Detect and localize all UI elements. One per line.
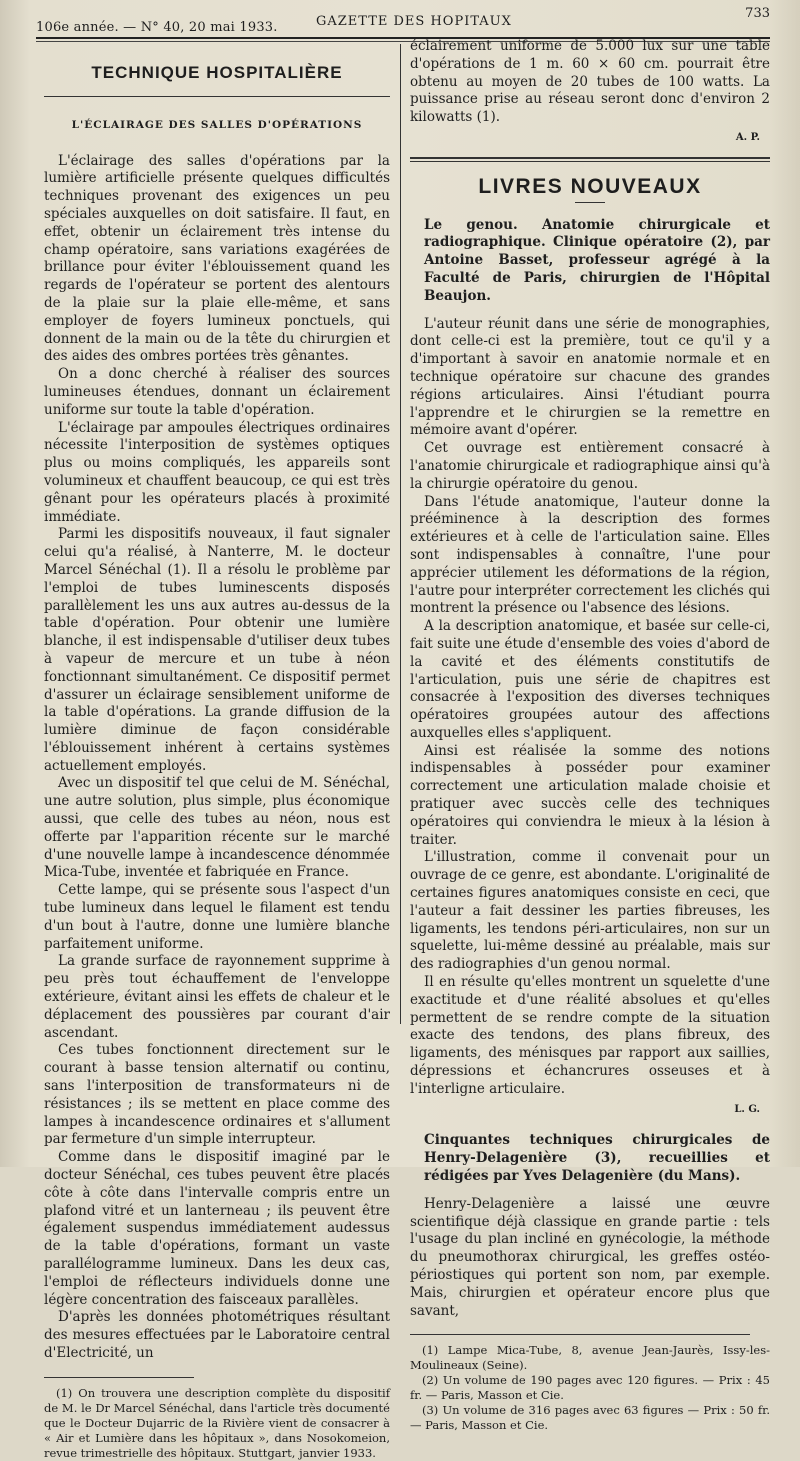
section-rule bbox=[44, 96, 390, 97]
paragraph: On a donc cherché à réaliser des sources lumineuses étendues, donnant un éclairement uniforme sur toute la table d'opération. bbox=[44, 366, 390, 418]
paragraph: L'éclairage par ampoules électriques ordinaires nécessite l'interposition de systèmes optiques plus ou moins compliqués, les appareils sont volumineux et chauffent beaucoup, ce qui est très gênant pour les opérateurs placés à proximité immédiate. bbox=[44, 419, 390, 525]
section-rule bbox=[410, 157, 770, 162]
footnotes bbox=[44, 1386, 390, 1461]
paragraph: Cet ouvrage est entièrement consacré à l'anatomie chirurgicale et radiographique ainsi qu'à la chirurgie opératoire du genou. bbox=[410, 440, 770, 492]
section-title: TECHNIQUE HOSPITALIÈRE bbox=[91, 63, 343, 82]
paragraph: La grande surface de rayonnement supprime à peu près tout échauffement de l'enveloppe extérieure, évitant ainsi les effets de chaleur et le déplacement des poussières par courant d'air ascendant. bbox=[44, 953, 390, 1041]
author-signature: A. P. bbox=[735, 131, 760, 143]
paragraph: Il en résulte qu'elles montrent un squelette d'une exactitude et d'une réalité absolues et qu'elles permettent de se rendre compte de la situation exacte des tendons, des plans fibreux, des ligaments, des ménisques par rapport aux saillies, dépressions et échancrures osseuses et à l'interligne articulaire. bbox=[410, 974, 770, 1097]
paragraph: L'auteur réunit dans une série de monographies, dont celle-ci est la première, tout ce qu'il y a d'important à savoir en anatomie normale et en technique opératoire sur chacune des grandes régions articulaires. Ainsi l'étudiant pourra l'apprendre et le chirurgien se la remettre en mémoire avant d'opérer. bbox=[410, 315, 770, 439]
paragraph: Parmi les dispositifs nouveaux, il faut signaler celui qu'a réalisé, à Nanterre, M. le docteur Marcel Sénéchal (1). Il a résolu le problème par l'emploi de tubes luminescents disposés parallèlement les uns aux autres au-dessus de la table d'opération. Pour obtenir une lumière blanche, il est indispensable d'utiliser deux tubes à vapeur de mercure et un tube à néon fonctionnant simultanément. Ce dispositif permet d'assurer un éclairage sensiblement uniforme de la table d'opérations. La grande diffusion de la lumière diminue de façon considérable l'éblouissement inhérent à certains systèmes actuellement employés. bbox=[44, 526, 390, 774]
paragraph: Comme dans le dispositif imaginé par le docteur Sénéchal, ces tubes peuvent être placés côte à côte dans l'intervalle compris entre un plafond vitré et un lanterneau ; ils peuvent être également suspendus immédiatement audessus de la table d'opérations, formant un vaste parallélogramme lumineux. Dans les deux cas, l'emploi de réflecteurs individuels donne une légère concentration des faisceaux parallèles. bbox=[44, 1149, 390, 1308]
page-number: 733 bbox=[745, 6, 770, 21]
paragraph: Henry-Delagenière a laissé une œuvre scientifique déjà classique en grande partie : tels l'usage du plan incliné en gynécologie, la méthode du pneumothorax chirurgical, les greffes ostéo-périostiques qui portent son nom, par exemple. Mais, chirurgien et opérateur encore plus que savant, bbox=[410, 1195, 770, 1319]
issue-line: 106e année. — N° 40, 20 mai 1933. bbox=[36, 20, 278, 35]
paragraph: Ces tubes fonctionnent directement sur le courant à basse tension alternatif ou continu, sans l'interposition de transformateurs ni de résistances ; ils se mettent en place comme des lampes à incandescence ordinaires et s'allument par fermeture d'un simple interrupteur. bbox=[44, 1042, 390, 1148]
paragraph: Dans l'étude anatomique, l'auteur donne la prééminence à la description des formes extérieures et à celle de l'articulation saine. Elles sont indispensables à connaître, l'une pour apprécier utilement les déformations de la région, l'autre pour interpréter correctement les clichés qui montrent la présence ou l'absence des lésions. bbox=[410, 493, 770, 617]
left-column bbox=[44, 50, 390, 1461]
footnote-rule bbox=[44, 1377, 194, 1378]
reviewer-signature: L. G. bbox=[734, 1103, 760, 1115]
book-title: Le genou. Anatomie chirurgicale et radiographique. Clinique opératoire (2), par Antoine Basset, professeur agrégé à la Faculté de Paris, chirurgien de l'Hôpital Beaujon. bbox=[424, 216, 770, 304]
paragraph: Ainsi est réalisée la somme des notions indispensables à posséder pour examiner correctement une articulation malade choisie et pratiquer avec succès celle des techniques opératoires qui conviendra le mieux à la lésion à traiter. bbox=[410, 742, 770, 848]
paragraph: L'illustration, comme il convenait pour un ouvrage de ce genre, est abondante. L'originalité de certaines figures anatomiques consiste en ceci, que l'auteur a fait dessiner les parties fibreuses, les ligaments, les tendons péri-articulaires, non sur un squelette, lui-même dessiné au préalable, mais sur des radiographies d'un genou normal. bbox=[410, 849, 770, 973]
paragraph: éclairement uniforme de 5.000 lux sur une table d'opérations de 1 m. 60 × 60 cm. pourrait être obtenu au moyen de 20 tubes de 100 watts. La puissance prise au réseau seront donc d'environ 2 kilowatts (1). bbox=[410, 38, 770, 126]
article-title: L'ÉCLAIRAGE DES SALLES D'OPÉRATIONS bbox=[71, 118, 363, 131]
paragraph: A la description anatomique, et basée sur celle-ci, fait suite une étude d'ensemble des voies d'abord de la cavité et des éléments constitutifs de l'articulation, puis une série de chapitres est consacrée à l'exposition des diverses techniques opératoires groupées autour des affections auxquelles elles s'appliquent. bbox=[410, 618, 770, 741]
footnote: (3) Un volume de 316 pages avec 63 figures — Prix : 50 fr. — Paris, Masson et Cie. bbox=[410, 1403, 770, 1433]
footnote: (1) On trouvera une description complète du dispositif de M. le Dr Marcel Sénéchal, dans l'article très documenté que le Docteur Dujarric de la Rivière vient de consacrer à « Air et Lumière dans les hôpitaux », dans Nosokomeion, revue trimestrielle des hôpitaux. Stuttgart, janvier 1933. bbox=[44, 1385, 390, 1460]
book-title: Cinquantes techniques chirurgicales de Henry-Delagenière (3), recueillies et rédigées par Yves Delagenière (du Mans). bbox=[424, 1132, 770, 1185]
title-underline bbox=[575, 202, 605, 203]
footnote-rule bbox=[410, 1334, 750, 1335]
footnote: (2) Un volume de 190 pages avec 120 figures. — Prix : 45 fr. — Paris, Masson et Cie. bbox=[410, 1373, 770, 1403]
column-divider bbox=[400, 44, 401, 1024]
footnotes bbox=[410, 1343, 770, 1433]
journal-title: GAZETTE DES HOPITAUX bbox=[316, 14, 512, 29]
paragraph: L'éclairage des salles d'opérations par la lumière artificielle présente quelques difficultés techniques provenant des exigences un peu spéciales auxquelles on doit satisfaire. Il faut, en effet, obtenir un éclairement très intense du champ opératoire, sans variations exagérées de brillance pour éviter l'éblouissement quand les regards de l'opérateur se portent des alentours de la plaie sur la plaie elle-même, et sans employer de foyers lumineux ponctuels, qui donnent de la main ou de la tête du chirurgien et des aides des ombres portées très gênantes. bbox=[44, 152, 390, 365]
right-column bbox=[410, 38, 770, 1433]
section-title: LIVRES NOUVEAUX bbox=[478, 174, 702, 198]
paragraph: Avec un dispositif tel que celui de M. Sénéchal, une autre solution, plus simple, plus économique aussi, que celle des tubes au néon, nous est offerte par l'apparition récente sur le marché d'une nouvelle lampe à incandescence dénommée Mica-Tube, inventée et fabriquée en France. bbox=[44, 775, 390, 881]
paragraph: Cette lampe, qui se présente sous l'aspect d'un tube lumineux dans lequel le filament est tendu d'un bout à l'autre, donne une lumière blanche parfaitement uniforme. bbox=[44, 882, 390, 952]
paragraph: D'après les données photométriques résultant des mesures effectuées par le Laboratoire central d'Electricité, un bbox=[44, 1309, 390, 1361]
running-header bbox=[36, 6, 770, 35]
footnote: (1) Lampe Mica-Tube, 8, avenue Jean-Jaurès, Issy-les-Moulineaux (Seine). bbox=[410, 1343, 770, 1373]
